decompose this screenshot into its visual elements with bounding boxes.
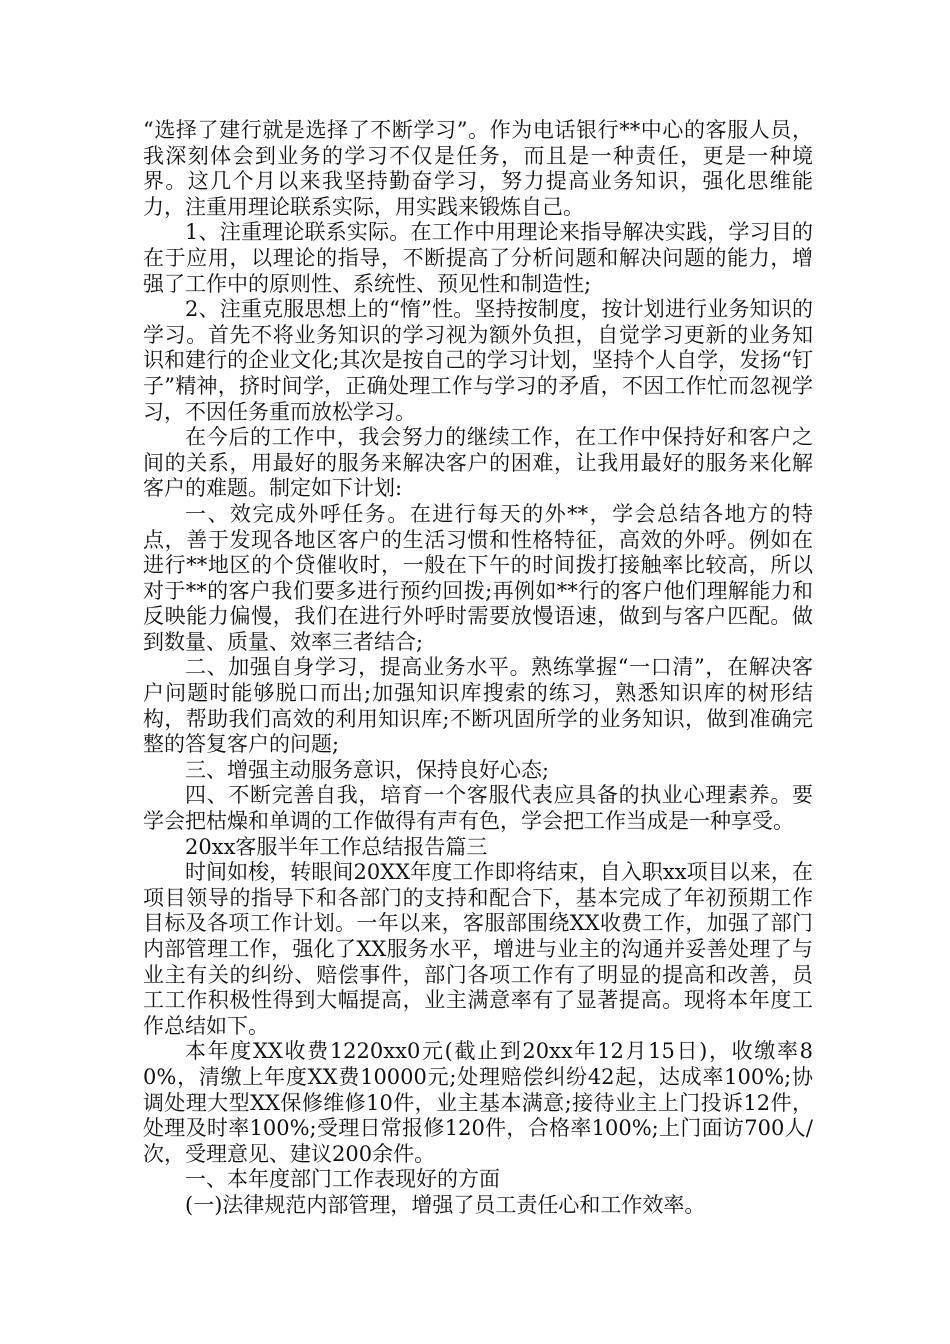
document-body [143,118,813,1219]
paragraph-plan-2: 二、加强自身学习，提高业务水平。熟练掌握“一口清”，在解决客户问题时能够脱口而出;加强知识库搜索的练习，熟悉知识库的树形结构，帮助我们高效的利用知识库;不断巩固所学的业务知识，做到准确完整的答复客户的问题; [143,655,813,757]
subheading-management: (一)法律规范内部管理，增强了员工责任心和工作效率。 [185,1192,706,1217]
paragraph-point-2: 2、注重克服思想上的“惰”性。坚持按制度，按计划进行业务知识的学习。首先不将业务知识的学习视为额外负担，自觉学习更新的业务知识和建行的企业文化;其次是按自己的学习计划，坚持个人自学，发扬“钉子”精神，挤时间学，正确处理工作与学习的矛盾，不因工作忙而忽视学习，不因任务重而放松学习。 [143,297,813,424]
section-heading: 20xx客服半年工作总结报告篇三 [185,834,488,859]
paragraph-plan-1: 一、效完成外呼任务。在进行每天的外**，学会总结各地方的特点，善于发现各地区客户的生活习惯和性格特征，高效的外呼。例如在进行**地区的个贷催收时，一般在下午的时间拨打接触率比较高，所以对于**的客户我们要多进行预约回拨;再例如**行的客户他们理解能力和反映能力偏慢，我们在进行外呼时需要放慢语速，做到与客户匹配。做到数量、质量、效率三者结合; [143,501,813,654]
paragraph-statistics: 本年度XX收费1220xx0元(截止到20xx年12月15日)，收缴率80%，清缴上年度XX费10000元;处理赔偿纠纷42起，达成率100%;协调处理大型XX保修维修10件，业主基本满意;接待业主上门投诉12件，处理及时率100%;受理日常报修120件，合格率100%;上门面访700人/次，受理意见、建议200余件。 [143,1039,813,1166]
paragraph-future-work: 在今后的工作中，我会努力的继续工作，在工作中保持好和客户之间的关系，用最好的服务来解决客户的困难，让我用最好的服务来化解客户的难题。制定如下计划: [143,425,813,501]
paragraph-year-summary: 时间如梭，转眼间20XX年度工作即将结束，自入职xx项目以来，在项目领导的指导下和各部门的支持和配合下，基本完成了年初预期工作目标及各项工作计划。一年以来，客服部围绕XX收费工作，加强了部门内部管理工作，强化了XX服务水平，增进与业主的沟通并妥善处理了与业主有关的纠纷、赔偿事件，部门各项工作有了明显的提高和改善，员工工作积极性得到大幅提高，业主满意率有了显著提高。现将本年度工作总结如下。 [143,860,813,1038]
paragraph-intro: “选择了建行就是选择了不断学习”。作为电话银行**中心的客服人员，我深刻体会到业务的学习不仅是任务，而且是一种责任，更是一种境界。这几个月以来我坚持勤奋学习，努力提高业务知识，强化思维能力，注重用理论联系实际，用实践来锻炼自己。 [143,118,813,219]
paragraph-plan-3: 三、增强主动服务意识，保持良好心态; [185,757,550,782]
subheading-good-aspects: 一、本年度部门工作表现好的方面 [185,1167,500,1192]
paragraph-plan-4: 四、不断完善自我，培育一个客服代表应具备的执业心理素养。要学会把枯燥和单调的工作做得有声有色，学会把工作当成是一种享受。 [143,783,813,834]
paragraph-point-1: 1、注重理论联系实际。在工作中用理论来指导解决实践，学习目的在于应用，以理论的指导，不断提高了分析问题和解决问题的能力，增强了工作中的原则性、系统性、预见性和制造性; [143,220,813,296]
